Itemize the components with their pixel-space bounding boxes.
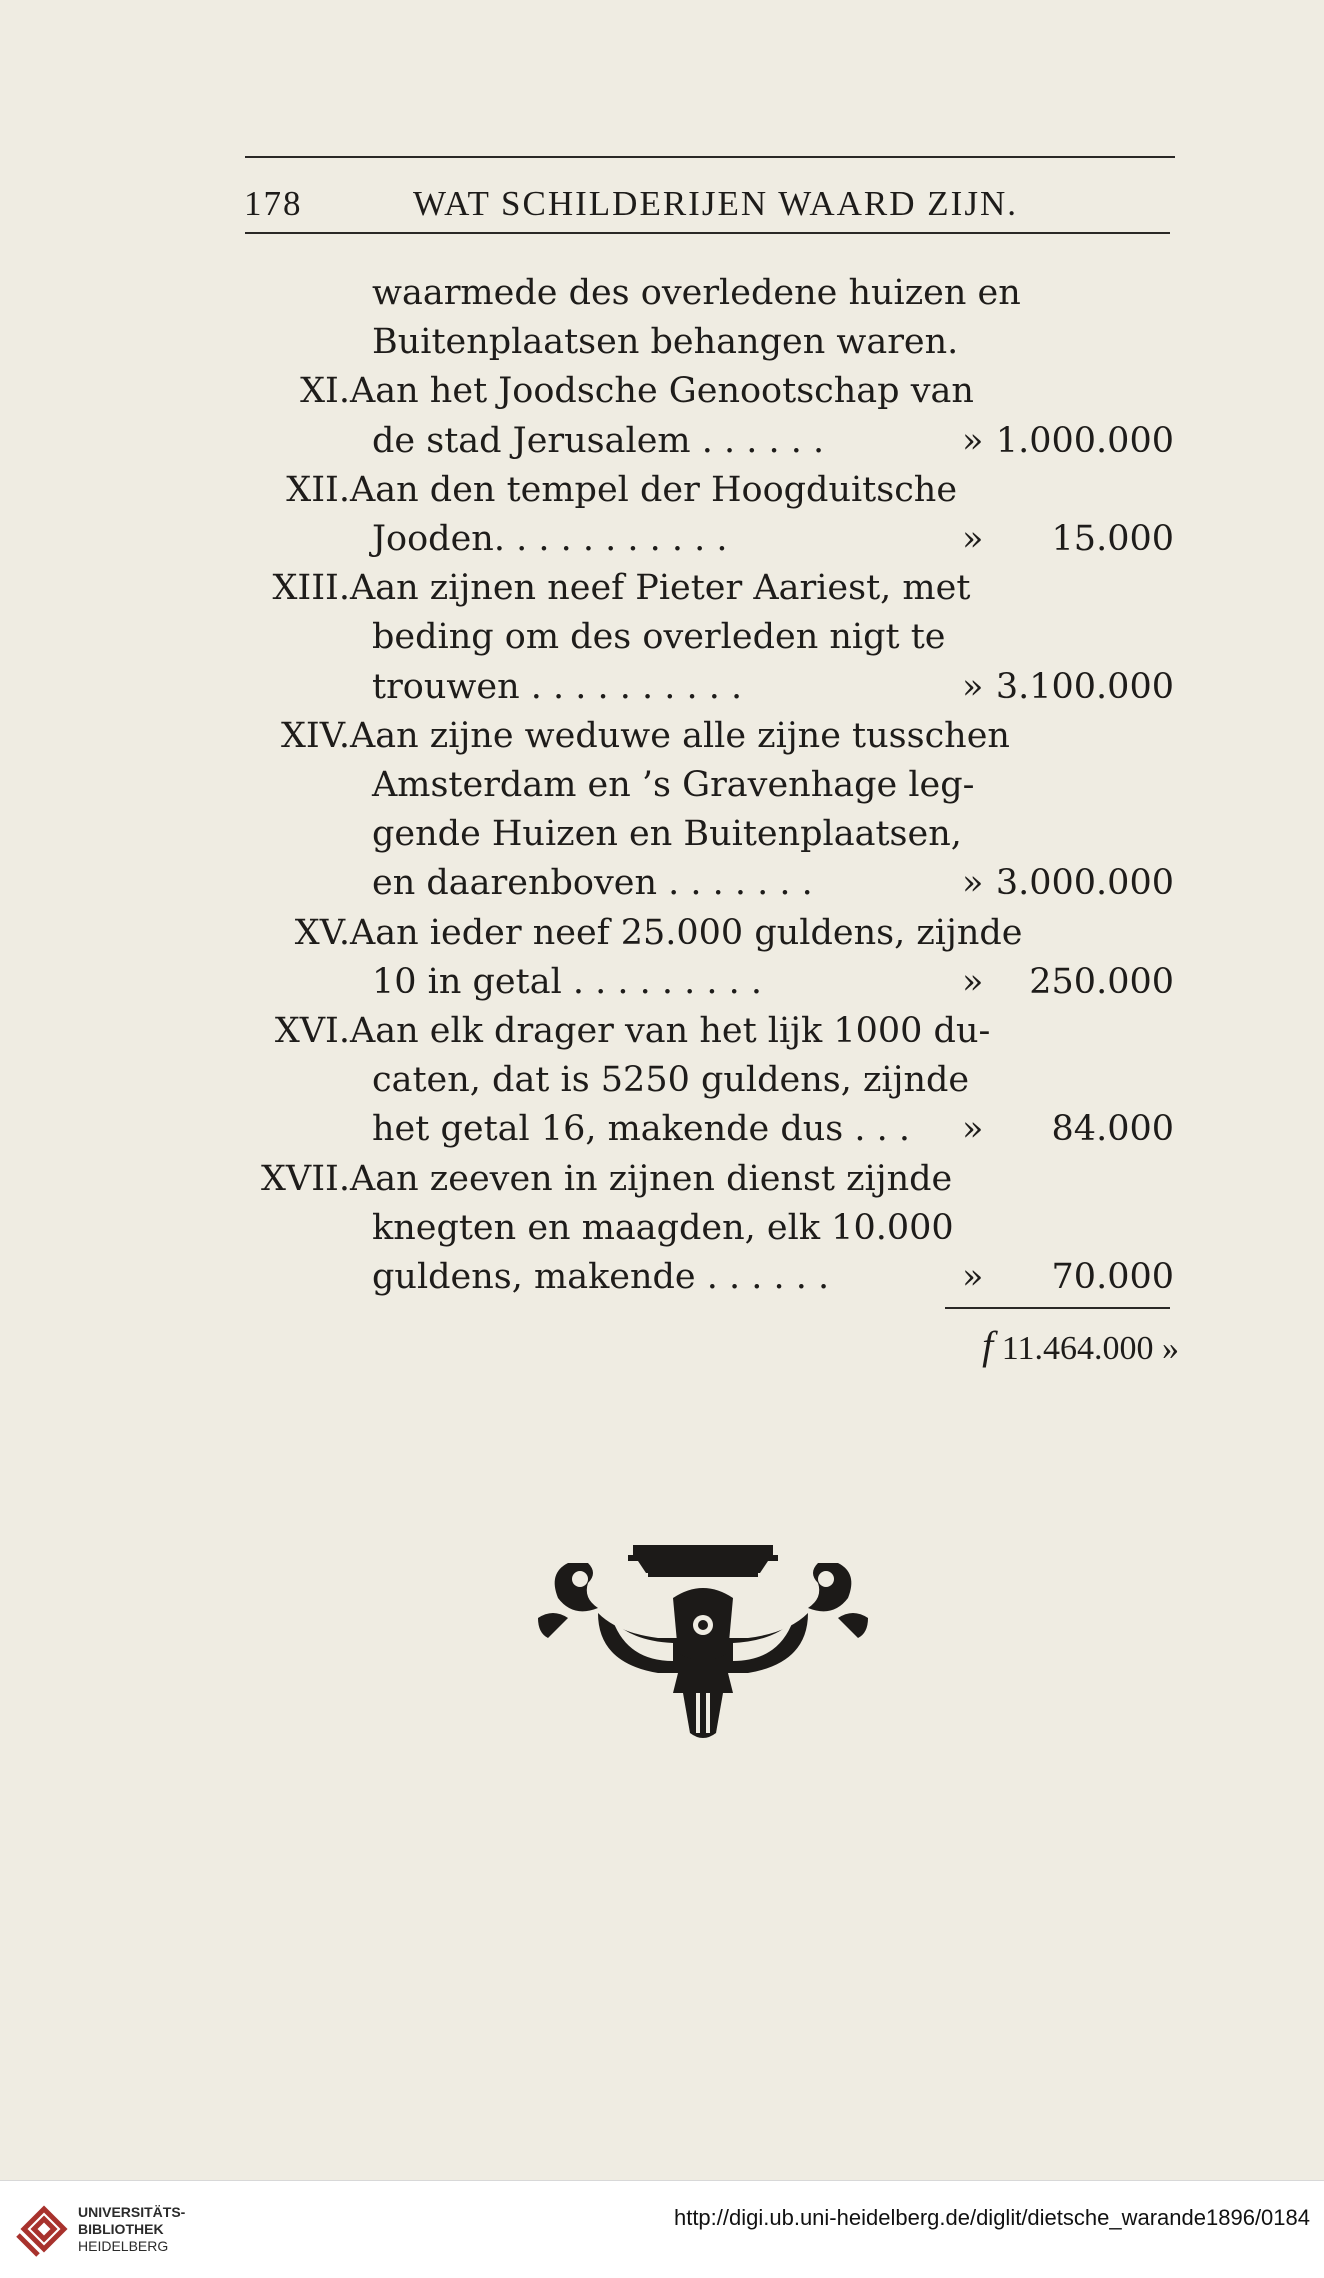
ditto-mark: » [962, 666, 984, 707]
ditto-mark: » [962, 961, 984, 1002]
line-text: Aan zijne weduwe alle zijne tusschen [350, 715, 1010, 756]
item-numeral: XV. [294, 912, 350, 953]
header-bottom-rule [245, 232, 1170, 234]
line-amount: 70.000 [1051, 1257, 1174, 1297]
line-text: Aan den tempel der Hoogduitsche [350, 469, 958, 510]
line-text: trouwen . . . . . . . . . . [372, 666, 743, 707]
line-text: beding om des overleden nigt te [372, 617, 946, 658]
university-library-logo-icon [14, 2199, 72, 2261]
text-line [0, 416, 1324, 466]
ditto-mark: » [962, 1257, 984, 1297]
line-text: caten, dat is 5250 guldens, zijnde [372, 1060, 970, 1101]
text-line [0, 268, 1324, 318]
running-header [238, 176, 1180, 232]
baroque-vase-ornament-icon [538, 1543, 868, 1743]
text-line [0, 563, 1324, 613]
line-text: de stad Jerusalem . . . . . . [372, 420, 825, 461]
text-line [0, 957, 1324, 1007]
line-text: Aan het Joodsche Genootschap van [350, 371, 974, 412]
page-number: 178 [244, 184, 303, 223]
text-line [0, 1006, 1324, 1056]
line-amount: 3.000.000 [995, 863, 1174, 904]
line-text: 10 in getal . . . . . . . . . [372, 961, 763, 1002]
line-text: guldens, makende . . . . . . [372, 1257, 830, 1297]
line-amount: 250.000 [1029, 961, 1174, 1002]
line-text: Amsterdam en ’s Gravenhage leg- [372, 765, 975, 805]
line-text: Aan zijnen neef Pieter Aariest, met [350, 568, 971, 609]
total-rule [945, 1307, 1170, 1309]
line-amount: 15.000 [1051, 519, 1174, 559]
line-text: Jooden. . . . . . . . . . . [372, 519, 728, 559]
line-text: en daarenboven . . . . . . . [372, 863, 813, 904]
item-numeral: XIV. [280, 715, 350, 756]
line-text: knegten en maagden, elk 10.000 [372, 1207, 954, 1248]
item-numeral: XVII. [261, 1158, 350, 1199]
line-amount: 1.000.000 [995, 420, 1174, 461]
text-line [0, 1154, 1324, 1204]
text-line [0, 465, 1324, 515]
currency-symbol: f [982, 1323, 994, 1368]
text-line [0, 858, 1324, 908]
line-text: Aan zeeven in zijnen dienst zijnde [350, 1158, 953, 1199]
line-text: Aan elk drager van het lijk 1000 du- [350, 1011, 991, 1051]
line-text: het getal 16, makende dus . . . [372, 1109, 911, 1150]
item-numeral: XII. [286, 469, 350, 510]
line-amount: 84.000 [1051, 1109, 1174, 1150]
text-line [0, 514, 1324, 564]
text-line [0, 711, 1324, 761]
ditto-mark: » [962, 519, 984, 559]
library-footer [0, 2180, 1324, 2278]
ditto-mark: » [962, 420, 984, 461]
item-numeral: XVI. [274, 1011, 350, 1051]
item-numeral: XIII. [272, 568, 350, 609]
text-line [0, 662, 1324, 712]
text-line [0, 809, 1324, 859]
text-line [0, 908, 1324, 958]
line-text: Aan ieder neef 25.000 guldens, zijnde [350, 912, 1023, 953]
source-url-link[interactable]: http://digi.ub.uni-heidelberg.de/diglit/dietsche_warande1896/0184 [673, 2205, 1310, 2230]
text-line [0, 612, 1324, 662]
line-amount: 3.100.000 [995, 666, 1174, 707]
text-line [0, 1203, 1324, 1253]
ditto-mark: » [962, 1109, 984, 1150]
library-name: UNIVERSITÄTS- BIBLIOTHEK HEIDELBERG [78, 2204, 186, 2254]
grand-total [982, 1322, 1179, 1369]
text-line [0, 317, 1324, 367]
running-title: WAT SCHILDERIJEN WAARD ZIJN. [413, 184, 1018, 223]
text-line [0, 366, 1324, 416]
header-top-rule [245, 156, 1175, 158]
line-text: waarmede des overledene huizen en [372, 273, 1021, 313]
text-line [0, 1104, 1324, 1154]
line-text: Buitenplaatsen behangen waren. [372, 322, 959, 363]
ditto-mark: » [962, 863, 984, 904]
item-numeral: XI. [300, 371, 350, 412]
text-line [0, 1055, 1324, 1105]
line-text: gende Huizen en Buitenplaatsen, [372, 814, 962, 855]
total-value: 11.464.000 » [1001, 1330, 1179, 1367]
text-line [0, 760, 1324, 810]
text-line [0, 1252, 1324, 1302]
